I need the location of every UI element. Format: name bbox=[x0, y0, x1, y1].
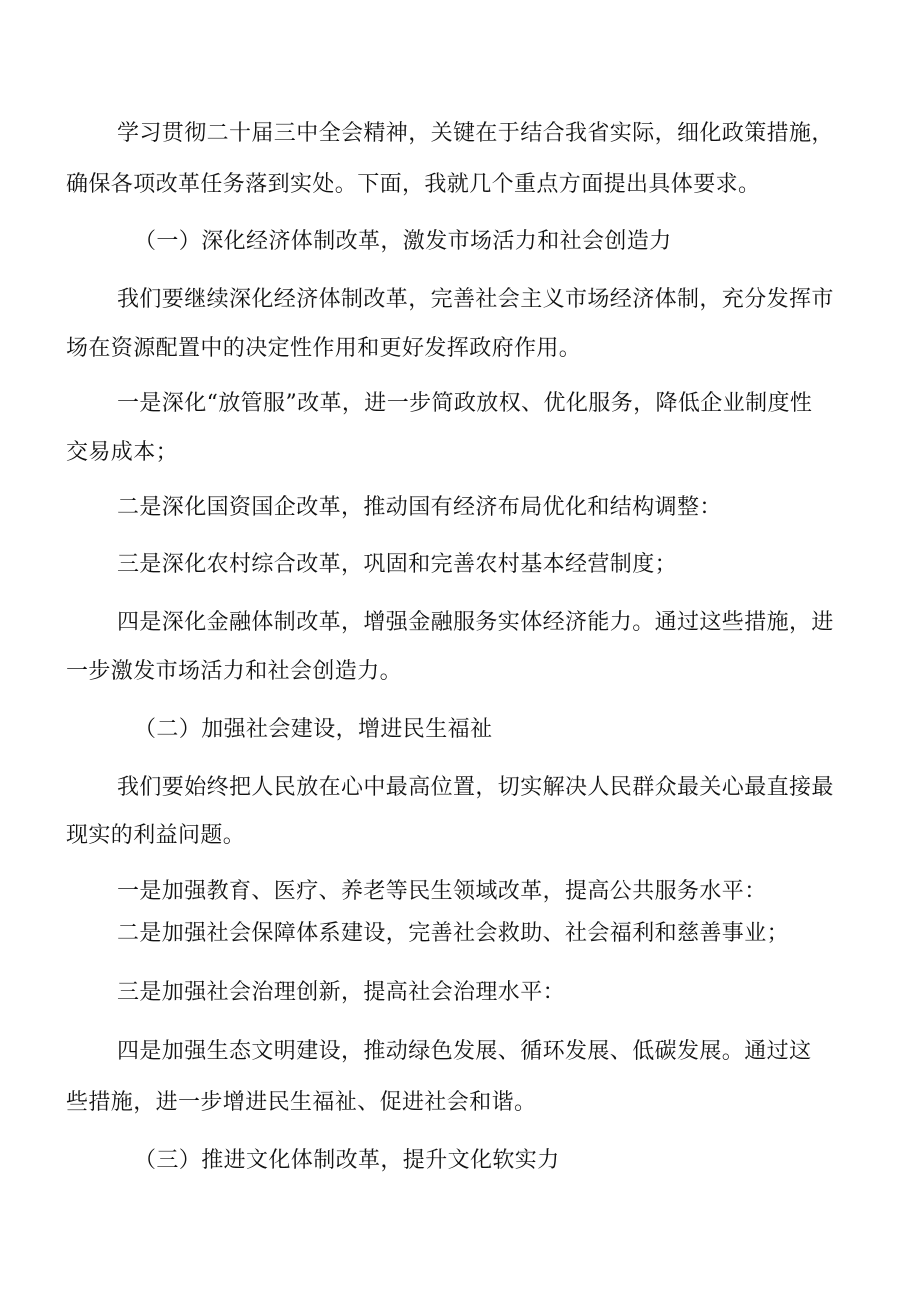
paragraph-line: 交易成本； bbox=[66, 440, 179, 465]
section-heading: （三）推进文化体制改革，提升文化软实力 bbox=[134, 1148, 560, 1173]
section-heading: （一）深化经济体制改革，激发市场活力和社会创造力 bbox=[134, 229, 672, 254]
section-heading: （二）加强社会建设，增进民生福祉 bbox=[134, 717, 493, 742]
paragraph-line: 一步激发市场活力和社会创造力。 bbox=[66, 659, 403, 684]
paragraph-line: 四是深化金融体制改革，增强金融服务实体经济能力。通过这些措施，进 bbox=[117, 610, 834, 635]
paragraph-line: 三是加强社会治理创新，提高社会治理水平： bbox=[117, 980, 566, 1005]
paragraph-line: 我们要始终把人民放在心中最高位置，切实解决人民群众最关心最直接最 bbox=[117, 775, 834, 800]
paragraph-line: 三是深化农村综合改革，巩固和完善农村基本经营制度； bbox=[117, 552, 678, 577]
paragraph-line: 场在资源配置中的决定性作用和更好发挥政府作用。 bbox=[66, 336, 582, 361]
paragraph-line: 一是深化“放管服”改革，进一步简政放权、优化服务，降低企业制度性 bbox=[117, 391, 813, 416]
paragraph-line: 我们要继续深化经济体制改革，完善社会主义市场经济体制，充分发挥市 bbox=[117, 287, 834, 312]
paragraph-line: 二是深化国资国企改革，推动国有经济布局优化和结构调整： bbox=[117, 495, 722, 520]
paragraph-line: 学习贯彻二十届三中全会精神，关键在于结合我省实际，细化政策措施， bbox=[117, 121, 834, 146]
paragraph-line: 现实的利益问题。 bbox=[66, 823, 246, 848]
paragraph-line: 二是加强社会保障体系建设，完善社会救助、社会福利和慈善事业； bbox=[117, 921, 790, 946]
paragraph-line: 一是加强教育、医疗、养老等民生领域改革，提高公共服务水平： bbox=[117, 879, 767, 904]
paragraph-line: 四是加强生态文明建设，推动绿色发展、循环发展、低碳发展。通过这 bbox=[117, 1039, 812, 1064]
paragraph-line: 些措施，进一步增进民生福祉、促进社会和谐。 bbox=[66, 1090, 537, 1115]
paragraph-line: 确保各项改革任务落到实处。下面，我就几个重点方面提出具体要求。 bbox=[66, 172, 761, 197]
